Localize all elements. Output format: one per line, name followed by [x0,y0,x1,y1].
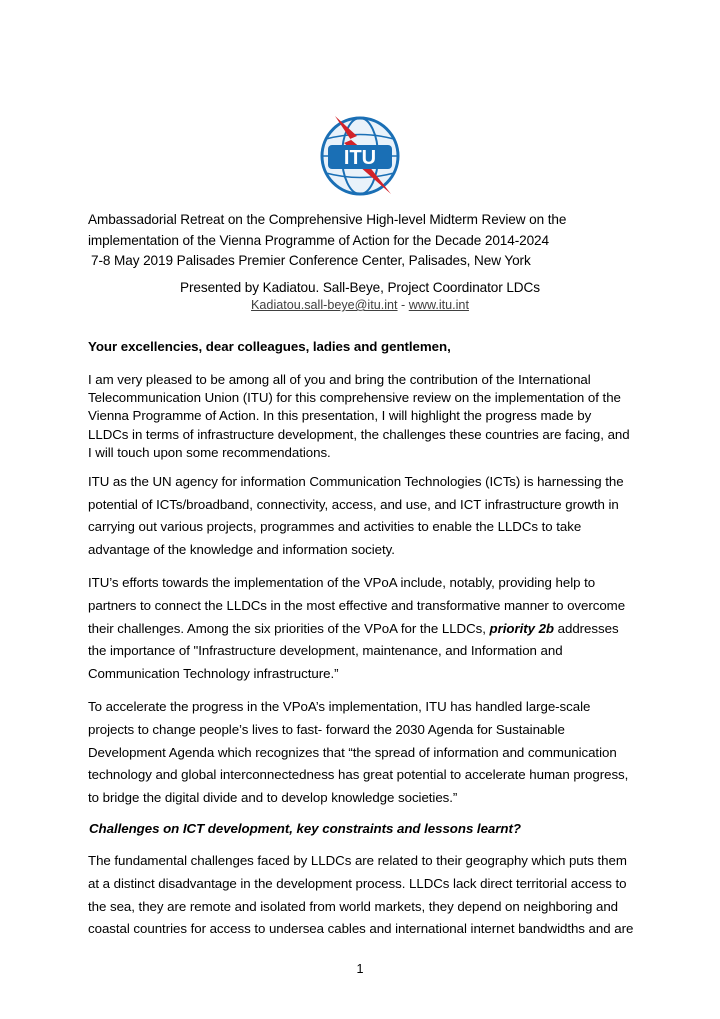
event-title [88,209,648,251]
document-body [88,338,634,952]
title-line-1: Ambassadorial Retreat on the Comprehensive High-level Midterm Review on the [88,212,567,227]
paragraph-3-text-a: ITU’s efforts towards the implementation of the VPoA include, notably, providing help to partners to connect the LLDCs in the most effective and transformative manner to overcome their challenges. Among the six priorities of the VPoA for the LLDCs, [88,575,626,636]
paragraph-2: ITU as the UN agency for information Communication Technologies (ICTs) is harnessing the potential of ICTs/broadband, connectivity, access, and use, and ICT infrastructure growth in carrying out various projects, programmes and activities to enable the LLDCs to take advantage of the knowledge and information society. [88,474,624,557]
contact-separator: - [397,298,409,312]
paragraph-3-text-b: addresses the importance of "Infrastructure development, maintenance, and Information and Communication Technology infrastructure.” [88,620,619,681]
paragraph-1: I am very pleased to be among all of you and bring the contribution of the International Telecommunication Union (ITU) for this comprehensive review on the implementation of the Vienna Programme of Action. In this presentation, I will highlight the progress made by LLDCs in terms of infrastructure development, the challenges these countries are facing, and I will touch upon some recommendations. [88,372,630,460]
presenter-line: Presented by Kadiatou. Sall-Beye, Project Coordinator LDCs [180,280,540,295]
section-heading: Challenges on ICT development, key constraints and lessons learnt? [89,821,521,837]
email-link[interactable]: Kadiatou.sall-beye@itu.int [251,298,398,312]
itu-logo [317,112,403,200]
logo-text: ITU [343,147,377,169]
paragraph-3 [88,572,634,685]
paragraph-5: The fundamental challenges faced by LLDCs are related to their geography which puts them at a distinct disadvantage in the development process. LLDCs lack direct territorial access to the sea, they are remote and isolated from world markets, they depend on neighboring and coastal countries for access to undersea cables and international internet bandwidths and are [88,853,634,937]
website-link[interactable]: www.itu.int [408,298,469,312]
dates-venue: 7-8 May 2019 Palisades Premier Conference Center, Palisades, New York [91,253,531,268]
paragraph-4: To accelerate the progress in the VPoA’s implementation, ITU has handled large-scale projects to change people’s lives to fast- forward the 2030 Agenda for Sustainable Development Agenda which recognizes that “the spread of information and communication technology and global interconnectedness has great potential to accelerate human progress, to bridge the digital divide and to develop knowledge societies.” [88,699,629,805]
title-line-2: implementation of the Vienna Programme of Action for the Decade 2014-2024 [88,233,549,248]
salutation: Your excellencies, dear colleagues, ladies and gentlemen, [88,339,451,354]
contact-links [0,297,720,314]
priority-emphasis: priority 2b [489,620,554,636]
page-number: 1 [356,962,364,976]
